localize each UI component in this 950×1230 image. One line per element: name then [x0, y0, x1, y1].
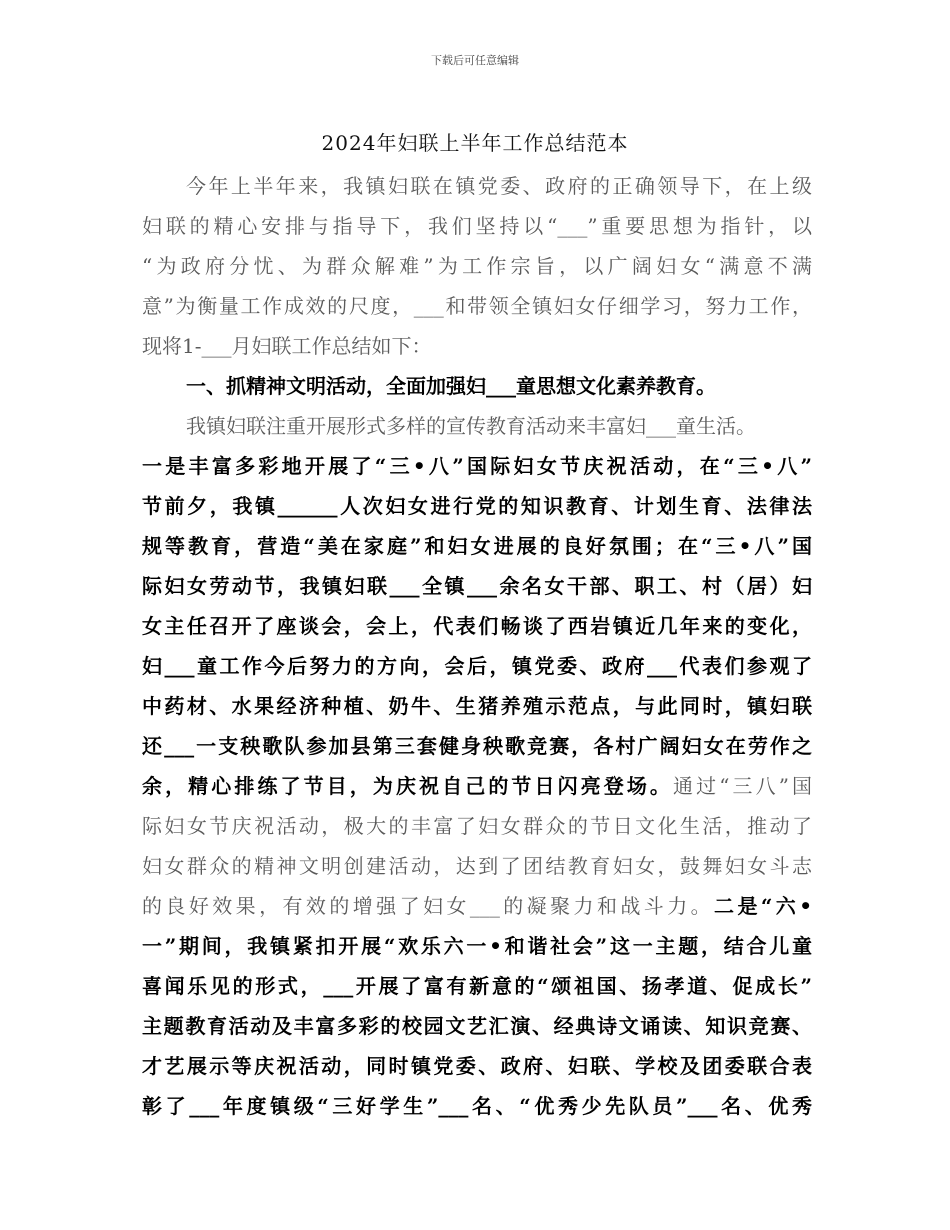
text-line	[142, 286, 812, 326]
text-line	[142, 646, 812, 686]
text-line	[142, 246, 812, 286]
text-line	[142, 926, 812, 966]
text-segment: 规等教育，营造“美在家庭”和妇女进展的良好氛围；在“三•八”国	[142, 534, 812, 558]
text-segment: 节前夕，我镇______人次妇女进行党的知识教育、计划生育、法律法	[142, 494, 812, 518]
text-line	[142, 406, 812, 446]
text-segment: 中药材、水果经济种植、奶牛、生猪养殖示范点，与此同时，镇妇联	[142, 694, 812, 718]
text-segment: 一”期间，我镇紧扣开展“欢乐六一•和谐社会”这一主题，结合儿童	[142, 934, 812, 958]
text-line	[142, 1006, 812, 1046]
text-segment: 彰了___年度镇级“三好学生”___名、“优秀少先队员”___名、优秀	[142, 1094, 812, 1118]
text-segment: 妇___童工作今后努力的方向，会后，镇党委、政府___代表们参观了	[142, 654, 812, 678]
text-segment: 喜闻乐见的形式，___开展了富有新意的“颂祖国、扬孝道、促成长”	[142, 974, 812, 998]
text-segment: 主题教育活动及丰富多彩的校园文艺汇演、经典诗文诵读、知识竞赛、	[142, 1014, 812, 1038]
text-segment: 现将1-___月妇联工作总结如下：	[142, 334, 432, 358]
text-line	[142, 686, 812, 726]
text-segment: 的良好效果，有效的增强了妇女___的凝聚力和战斗力。	[142, 894, 715, 918]
text-line	[142, 326, 812, 366]
text-line	[142, 446, 812, 486]
text-segment: 二是“六•	[714, 894, 812, 918]
text-segment: 妇女群众的精神文明创建活动，达到了团结教育妇女，鼓舞妇女斗志	[142, 854, 812, 878]
text-segment: 女主任召开了座谈会，会上，代表们畅谈了西岩镇近几年来的变化，	[142, 614, 812, 638]
text-segment: 妇联的精心安排与指导下，我们坚持以“___”重要思想为指针，以	[142, 214, 812, 238]
text-segment: 还___一支秧歌队参加县第三套健身秧歌竞赛，各村广阔妇女在劳作之	[142, 734, 812, 758]
document-body	[142, 166, 812, 1126]
text-segment: 通过“三八”国	[673, 774, 813, 798]
text-segment: 际妇女节庆祝活动，极大的丰富了妇女群众的节日文化生活，推动了	[142, 814, 812, 838]
text-line	[142, 166, 812, 206]
text-line	[142, 366, 812, 406]
text-line	[142, 206, 812, 246]
text-segment: 际妇女劳动节，我镇妇联___全镇___余名女干部、职工、村（居）妇	[142, 574, 812, 598]
text-line	[142, 566, 812, 606]
text-line	[142, 726, 812, 766]
text-segment: 今年上半年来，我镇妇联在镇党委、政府的正确领导下，在上级	[186, 174, 812, 198]
text-segment: 一是丰富多彩地开展了“三•八”国际妇女节庆祝活动，在“三•八”	[142, 454, 812, 478]
text-segment: “为政府分忧、为群众解难”为工作宗旨，以广阔妇女“满意不满	[142, 254, 812, 278]
text-line	[142, 846, 812, 886]
text-line	[142, 886, 812, 926]
document-title: 2024年妇联上半年工作总结范本	[321, 131, 629, 155]
page-header-note: 下载后可任意编辑	[431, 54, 519, 67]
text-line	[142, 526, 812, 566]
text-line	[142, 606, 812, 646]
text-line	[142, 1046, 812, 1086]
text-line	[142, 806, 812, 846]
text-segment: 余，精心排练了节目，为庆祝自己的节日闪亮登场。	[142, 774, 674, 798]
text-segment: 意”为衡量工作成效的尺度，___和带领全镇妇女仔细学习，努力工作，	[142, 294, 812, 318]
text-segment: 才艺展示等庆祝活动，同时镇党委、政府、妇联、学校及团委联合表	[142, 1054, 812, 1078]
text-segment: 我镇妇联注重开展形式多样的宣传教育活动来丰富妇___童生活。	[186, 414, 756, 438]
text-segment: 一、抓精神文明活动，全面加强妇___童思想文化素养教育。	[186, 374, 716, 398]
text-line	[142, 766, 812, 806]
text-line	[142, 966, 812, 1006]
text-line	[142, 486, 812, 526]
text-line	[142, 1086, 812, 1126]
